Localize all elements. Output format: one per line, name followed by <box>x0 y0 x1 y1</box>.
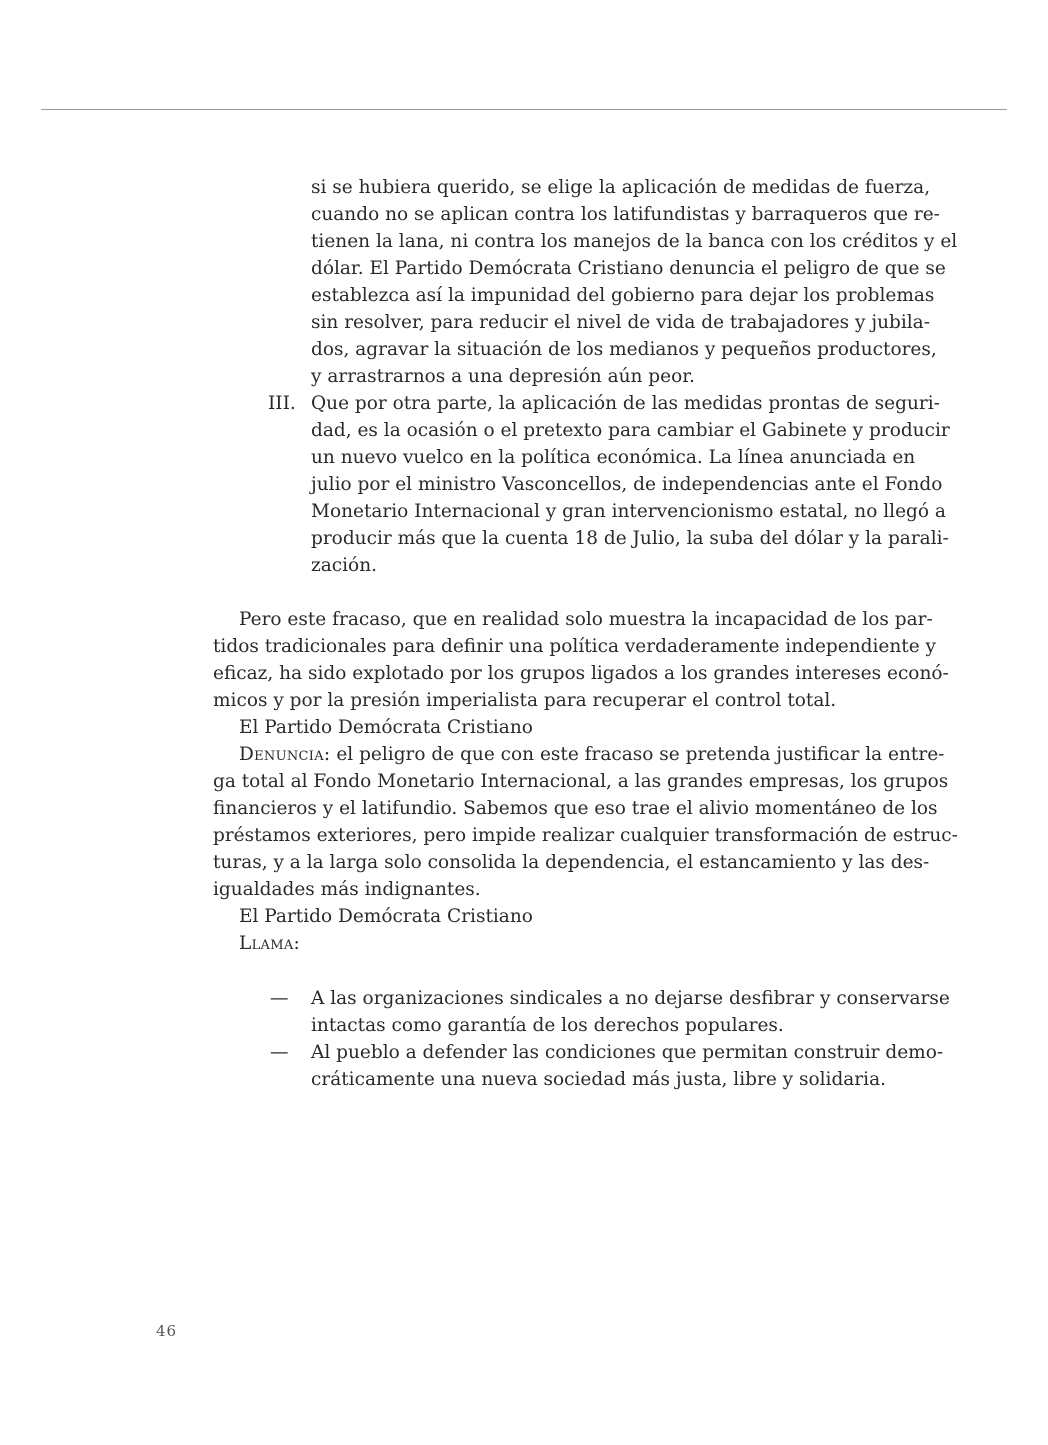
text-line: si se hubiera querido, se elige la aplicación de medidas de fuerza, <box>311 177 931 198</box>
text-line: producir más que la cuenta 18 de Julio, la suba del dólar y la parali- <box>311 528 949 549</box>
text-line: Pero este fracaso, que en realidad solo muestra la incapacidad de los par- <box>239 609 933 630</box>
text-line: dólar. El Partido Demócrata Cristiano denuncia el peligro de que se <box>311 258 946 279</box>
roman-numeral: III. <box>268 393 296 414</box>
em-dash-bullet: — <box>270 1042 289 1063</box>
text-line: julio por el ministro Vasconcellos, de independencias ante el Fondo <box>311 474 943 495</box>
text-line <box>239 741 945 768</box>
text-line: financieros y el latifundio. Sabemos que eso trae el alivio momentáneo de los <box>213 798 938 819</box>
text-line: cráticamente una nueva sociedad más justa, libre y solidaria. <box>311 1069 886 1090</box>
text-line: tienen la lana, ni contra los manejos de la banca con los créditos y el <box>311 231 958 252</box>
text-line: Al pueblo a defender las condiciones que permitan construir demo- <box>311 1042 944 1063</box>
page-number: 46 <box>156 1322 178 1340</box>
text-line: dad, es la ocasión o el pretexto para cambiar el Gabinete y producir <box>311 420 950 441</box>
text-line: sin resolver, para reducir el nivel de vida de trabajadores y jubila- <box>311 312 930 333</box>
denuncia-first-line: el peligro de que con este fracaso se pretenda justificar la entre- <box>330 744 945 765</box>
text-line: intactas como garantía de los derechos populares. <box>311 1015 784 1036</box>
text-line: igualdades más indignantes. <box>213 879 481 900</box>
text-line: préstamos exteriores, pero impide realizar cualquier transformación de estruc- <box>213 825 958 846</box>
text-line: tidos tradicionales para definir una política verdaderamente independiente y <box>213 636 936 657</box>
text-line: turas, y a la larga solo consolida la dependencia, el estancamiento y las des- <box>213 852 930 873</box>
text-line: ga total al Fondo Monetario Internacional, a las grandes empresas, los grupos <box>213 771 949 792</box>
text-line: micos y por la presión imperialista para recuperar el control total. <box>213 690 837 711</box>
em-dash-bullet: — <box>270 988 289 1009</box>
text-line: dos, agravar la situación de los medianos y pequeños productores, <box>311 339 937 360</box>
party-name-line: El Partido Demócrata Cristiano <box>239 906 533 927</box>
header-rule <box>41 109 1007 110</box>
text-line: un nuevo vuelco en la política económica. La línea anunciada en <box>311 447 916 468</box>
text-line: establezca así la impunidad del gobierno para dejar los problemas <box>311 285 935 306</box>
text-line: cuando no se aplican contra los latifundistas y barraqueros que re- <box>311 204 940 225</box>
party-name-line: El Partido Demócrata Cristiano <box>239 717 533 738</box>
text-line: Monetario Internacional y gran intervencionismo estatal, no llegó a <box>311 501 946 522</box>
denuncia-keyword: Denuncia: <box>239 744 331 765</box>
text-line: Que por otra parte, la aplicación de las medidas prontas de seguri- <box>311 393 940 414</box>
text-line: y arrastrarnos a una depresión aún peor. <box>311 366 695 387</box>
llama-keyword: Llama: <box>239 933 301 954</box>
text-line: eficaz, ha sido explotado por los grupos ligados a los grandes intereses econó- <box>213 663 949 684</box>
text-line: A las organizaciones sindicales a no dejarse desfibrar y conservarse <box>311 988 950 1009</box>
text-line: zación. <box>311 555 377 576</box>
